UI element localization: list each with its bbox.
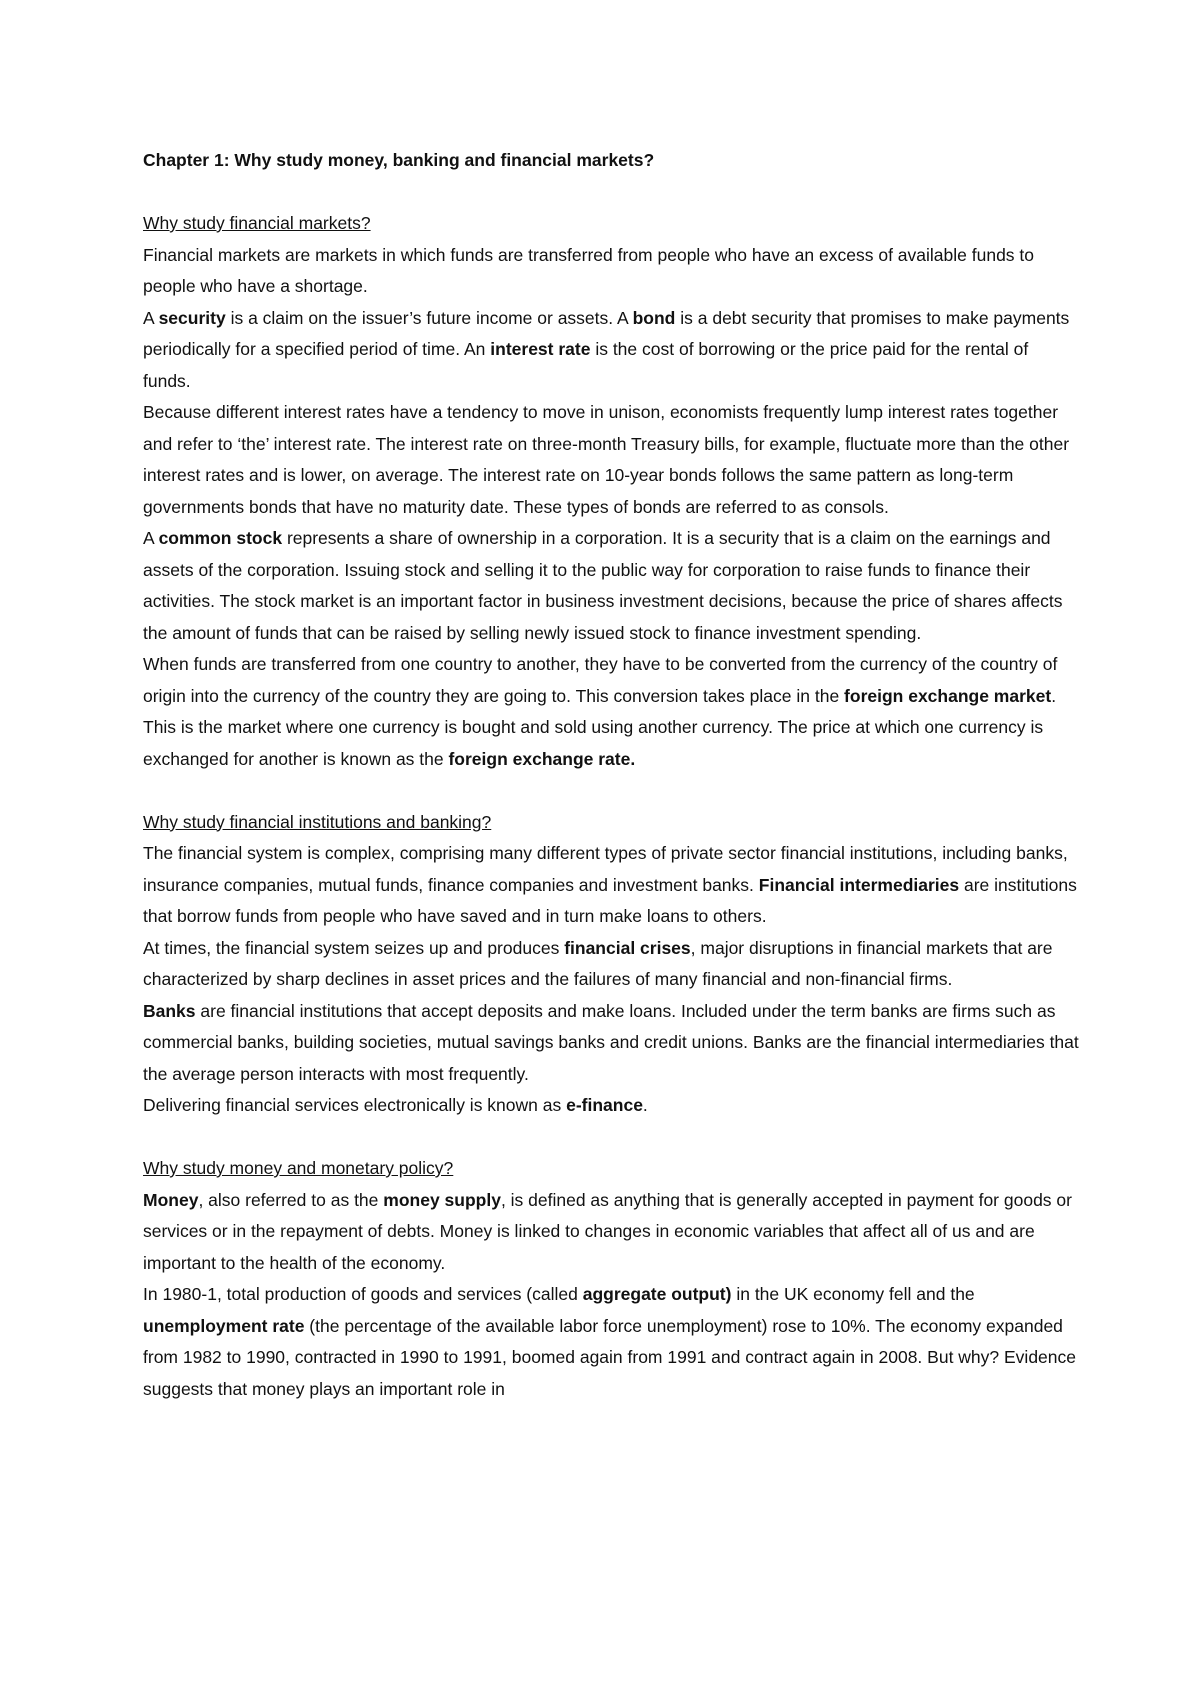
text-run: .	[642, 1095, 648, 1115]
bold-term: e-finance	[566, 1095, 643, 1115]
section-heading: Why study money and monetary policy?	[143, 1158, 454, 1178]
paragraph	[143, 1279, 1080, 1405]
text-run: When funds are transferred from one country to another, they have to be converted from the currency of the country of origin into the currency of the country they are going to. This conversion takes place in the	[143, 654, 1058, 706]
document-body	[143, 208, 1080, 1405]
text-run: (the percentage of the available labor force unemployment) rose to 10%. The economy expanded from 1982 to 1990, contracted in 1990 to 1991, boomed again from 1991 and contract again in 2008. But why? Evidence suggests that money plays an important role in	[143, 1315, 1076, 1399]
bold-term: foreign exchange rate.	[448, 748, 636, 769]
text-run: are institutions that borrow funds from people who have saved and in turn make loans to others.	[143, 874, 1077, 926]
bold-term: Financial intermediaries	[758, 874, 960, 895]
section	[143, 1153, 1080, 1405]
text-run: is a claim on the issuer’s future income or assets. A	[225, 307, 633, 328]
bold-term: Banks	[143, 1000, 196, 1021]
paragraph	[143, 397, 1080, 523]
section	[143, 807, 1080, 1122]
bold-term: interest rate	[490, 339, 591, 359]
paragraph	[143, 303, 1080, 398]
text-run: Because different interest rates have a tendency to move in unison, economists frequently lump interest rates together and refer to ‘the’ interest rate. The interest rate on three-month Treasury bills, for example, fluctuate more than the other interest rates and is lower, on average. The interest rate on 10-year bonds follows the same pattern as long-term governments bonds that have no maturity date. These types of bonds are referred to as consols.	[143, 402, 1070, 517]
text-run: At times, the financial system seizes up and produces	[143, 937, 565, 958]
paragraph	[143, 996, 1080, 1091]
text-run: Delivering financial services electronically is known as	[143, 1095, 567, 1115]
text-run: A	[143, 307, 159, 328]
bold-term: Money	[143, 1189, 199, 1210]
text-run: represents a share of ownership in a corporation. It is a security that is a claim on the earnings and assets of the corporation. Issuing stock and selling it to the public way for corporation to raise funds to finance their activities. The stock market is an important factor in business investment decisions, because the price of shares affects the amount of funds that can be raised by selling newly issued stock to finance investment spending.	[143, 528, 1063, 643]
section-heading: Why study financial institutions and banking?	[143, 811, 492, 832]
text-run: A	[143, 528, 159, 548]
section	[143, 208, 1080, 775]
bold-term: money supply	[383, 1189, 501, 1210]
paragraph	[143, 1185, 1080, 1280]
text-run: , major disruptions in financial markets that are characterized by sharp declines in asset prices and the failures of many financial and non-financial firms.	[143, 937, 1053, 989]
bold-term: foreign exchange market	[844, 685, 1052, 706]
text-run: In 1980-1, total production of goods and services (called	[143, 1284, 583, 1304]
bold-term: financial crises	[564, 937, 691, 958]
paragraph	[143, 838, 1080, 933]
paragraph	[143, 933, 1080, 996]
text-run: Financial markets are markets in which funds are transferred from people who have an excess of available funds to people who have a shortage.	[143, 244, 1035, 296]
bold-term: unemployment rate	[143, 1315, 305, 1336]
text-run: is a debt security that promises to make payments periodically for a specified period of time. An	[143, 307, 1070, 359]
bold-term: common stock	[158, 528, 283, 548]
paragraph	[143, 649, 1080, 775]
text-run: is the cost of borrowing or the price paid for the rental of funds.	[143, 339, 1029, 391]
bold-term: security	[158, 307, 226, 328]
text-run: The financial system is complex, comprising many different types of private sector financial institutions, including banks, insurance companies, mutual funds, finance companies and investment banks.	[143, 843, 1068, 895]
text-run: in the UK economy fell and the	[731, 1284, 975, 1304]
text-run: , also referred to as the	[198, 1189, 384, 1210]
paragraph	[143, 240, 1080, 303]
section-heading: Why study financial markets?	[143, 213, 371, 233]
paragraph	[143, 523, 1080, 649]
paragraph	[143, 1090, 1080, 1122]
bold-term: aggregate output)	[582, 1284, 732, 1304]
text-run: , is defined as anything that is generally accepted in payment for goods or services or in the repayment of debts. Money is linked to changes in economic variables that affect all of us and are important to the health of the economy.	[143, 1189, 1072, 1273]
text-run: are financial institutions that accept deposits and make loans. Included under the term banks are firms such as commercial banks, building societies, mutual savings banks and credit unions. Banks are the financial intermediaries that the average person interacts with most frequently.	[143, 1000, 1079, 1084]
bold-term: bond	[632, 307, 676, 328]
document-title: Chapter 1: Why study money, banking and financial markets?	[143, 150, 655, 170]
text-run: . This is the market where one currency is bought and sold using another currency. The price at which one currency is exchanged for another is known as the	[143, 685, 1057, 769]
